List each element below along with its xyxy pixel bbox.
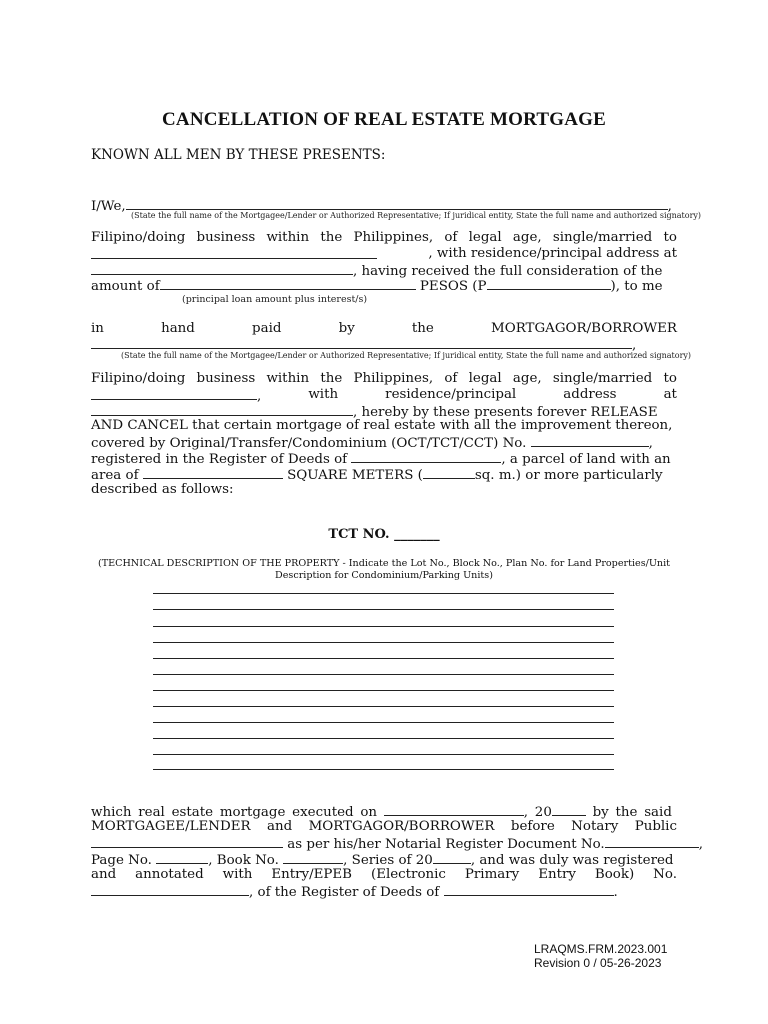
tct-number-heading: TCT NO. _______ bbox=[328, 527, 440, 542]
parcel-text: , a parcel of land with an bbox=[501, 452, 671, 467]
revision-label: Revision 0 / 05-26-2023 bbox=[534, 956, 662, 970]
p3-line-4: AND CANCEL that certain mortgage of real estate with all the improvement thereon, bbox=[91, 418, 673, 433]
pesos-label: PESOS (P bbox=[419, 279, 487, 294]
word: within bbox=[266, 371, 310, 386]
word: No. bbox=[653, 867, 677, 882]
word: business bbox=[196, 230, 256, 245]
word: to bbox=[663, 230, 677, 245]
word: single/married bbox=[552, 230, 653, 245]
p3-line-2: , with residence/principal address at bbox=[91, 387, 677, 405]
iwe-line: I/We, , bbox=[91, 199, 672, 214]
spouse-name-field-2[interactable] bbox=[91, 387, 257, 400]
registered-text: registered in the Register of Deeds of bbox=[91, 452, 348, 467]
known-all-men-heading: KNOWN ALL MEN BY THESE PRESENTS: bbox=[91, 147, 386, 163]
residence-address-field-2[interactable] bbox=[91, 403, 353, 416]
entry-number-field[interactable] bbox=[91, 883, 249, 896]
document-number-field[interactable] bbox=[605, 835, 699, 848]
description-line[interactable] bbox=[153, 674, 614, 675]
word: hand bbox=[161, 321, 195, 336]
word: within bbox=[266, 230, 310, 245]
word: of bbox=[444, 230, 458, 245]
word: annotated bbox=[135, 867, 204, 882]
word: with bbox=[308, 387, 339, 402]
form-code-block bbox=[534, 942, 667, 970]
word: Book) bbox=[594, 867, 635, 882]
form-code: LRAQMS.FRM.2023.001 bbox=[534, 942, 668, 956]
word: age, bbox=[512, 230, 542, 245]
description-line[interactable] bbox=[153, 738, 614, 739]
area-of-label: area of bbox=[91, 468, 139, 483]
notarial-register-text: as per his/her Notarial Register Document No. bbox=[287, 837, 605, 852]
word: the bbox=[320, 371, 343, 386]
register-of-deeds-field[interactable] bbox=[351, 450, 501, 463]
description-line[interactable] bbox=[153, 642, 614, 643]
series-label: , Series of 20 bbox=[343, 853, 433, 868]
execution-date-field[interactable] bbox=[384, 803, 524, 816]
word: Notary bbox=[571, 819, 619, 834]
mortgagee-name-note: (State the full name of the Mortgagee/Lender or Authorized Representative; If juridical entity, State the full name and authorized signatory) bbox=[131, 211, 702, 220]
word: Philippines, bbox=[353, 230, 434, 245]
word: Primary bbox=[464, 867, 520, 882]
duly-registered-text: , and was duly was registered bbox=[470, 853, 674, 868]
description-line[interactable] bbox=[153, 769, 614, 770]
p4-line-3: as per his/her Notarial Register Document No. , bbox=[91, 835, 677, 853]
covered-by-text: covered by Original/Transfer/Condominium (OCT/TCT/CCT) No. bbox=[91, 436, 527, 451]
page-no-label: Page No. bbox=[91, 853, 152, 868]
p3-line-5: covered by Original/Transfer/Condominium (OCT/TCT/CCT) No. , bbox=[91, 436, 653, 451]
p4-line-2 bbox=[91, 819, 677, 835]
executed-on-text: which real estate mortgage executed on bbox=[91, 805, 378, 820]
description-line[interactable] bbox=[153, 626, 614, 627]
notary-public-field[interactable] bbox=[91, 835, 283, 848]
p1-line-1 bbox=[91, 230, 677, 246]
amount-words-field[interactable] bbox=[160, 277, 416, 290]
word: MORTGAGEE/LENDER bbox=[91, 819, 251, 834]
word: legal bbox=[468, 230, 502, 245]
word: Filipino/doing bbox=[91, 230, 186, 245]
word: Entry bbox=[538, 867, 576, 882]
book-no-label: , Book No. bbox=[208, 853, 279, 868]
page-number-field[interactable] bbox=[156, 851, 208, 864]
word: single/married bbox=[552, 371, 653, 386]
word: (Electronic bbox=[370, 867, 446, 882]
word: age, bbox=[512, 371, 542, 386]
iwe-label: I/We, bbox=[91, 199, 126, 214]
title-number-field[interactable] bbox=[531, 434, 649, 447]
mortgagee-name-field[interactable] bbox=[126, 197, 668, 210]
word: Public bbox=[634, 819, 677, 834]
description-line[interactable] bbox=[153, 722, 614, 723]
book-number-field[interactable] bbox=[283, 851, 343, 864]
word: MORTGAGOR/BORROWER bbox=[308, 819, 495, 834]
spouse-name-field[interactable] bbox=[91, 246, 377, 259]
word: in bbox=[91, 321, 104, 336]
word: to bbox=[663, 371, 677, 386]
word: Entry/EPEB bbox=[271, 867, 353, 882]
p4-line-5 bbox=[91, 867, 677, 883]
word: residence/principal bbox=[385, 387, 517, 402]
word: legal bbox=[468, 371, 502, 386]
release-text: , hereby by these presents forever RELEASE bbox=[353, 405, 658, 420]
word: Filipino/doing bbox=[91, 371, 186, 386]
word: and bbox=[91, 867, 117, 882]
mortgagor-name-field[interactable] bbox=[91, 336, 632, 349]
word: with bbox=[222, 867, 253, 882]
p3-line-1 bbox=[91, 371, 677, 387]
word: of bbox=[444, 371, 458, 386]
word: the bbox=[411, 321, 434, 336]
word: at bbox=[663, 387, 677, 402]
mortgagor-name-note: (State the full name of the Mortgagee/Lender or Authorized Representative; If juridical entity, State the full name and authorized signatory) bbox=[121, 351, 692, 360]
word: before bbox=[510, 819, 555, 834]
area-words-field[interactable] bbox=[143, 466, 283, 479]
particularly-text: sq. m.) or more particularly bbox=[474, 468, 663, 483]
word: and bbox=[266, 819, 293, 834]
word: the bbox=[320, 230, 343, 245]
execution-year-field[interactable] bbox=[552, 803, 586, 816]
word: business bbox=[196, 371, 256, 386]
description-line[interactable] bbox=[153, 690, 614, 691]
residence-address-field[interactable] bbox=[91, 262, 353, 275]
to-me-text: ), to me bbox=[610, 279, 663, 294]
residence-text: , with residence/principal address at bbox=[428, 246, 677, 261]
word: Philippines, bbox=[353, 371, 434, 386]
technical-description-note: (TECHNICAL DESCRIPTION OF THE PROPERTY - Indicate the Lot No., Block No., Plan No. for Land Properties/Unit Description for Condominium/Parking Units) bbox=[97, 558, 671, 581]
by-the-said-text: by the said bbox=[592, 805, 672, 820]
register-of-deeds-text: , of the Register of Deeds of bbox=[249, 885, 440, 900]
amount-figures-field[interactable] bbox=[487, 277, 611, 290]
word: MORTGAGOR/BORROWER bbox=[491, 321, 677, 336]
word: address bbox=[563, 387, 617, 402]
year-prefix: , 20 bbox=[523, 805, 552, 820]
description-line[interactable] bbox=[153, 609, 614, 610]
description-line[interactable] bbox=[153, 658, 614, 659]
p1-line-4 bbox=[91, 277, 677, 295]
square-meters-label: SQUARE METERS ( bbox=[287, 468, 423, 483]
series-year-field[interactable] bbox=[433, 851, 471, 864]
document-title: CANCELLATION OF REAL ESTATE MORTGAGE bbox=[162, 109, 606, 130]
description-line[interactable] bbox=[153, 706, 614, 707]
p3-line-8: described as follows: bbox=[91, 482, 234, 497]
word: by bbox=[338, 321, 355, 336]
description-line[interactable] bbox=[153, 593, 614, 594]
amount-of-label: amount of bbox=[91, 279, 160, 294]
p4-line-6 bbox=[91, 883, 677, 901]
p2-line-2: , bbox=[91, 336, 677, 354]
received-consideration-text: , having received the full consideration of the bbox=[353, 264, 663, 279]
p2-line-1 bbox=[91, 321, 677, 337]
principal-loan-note: (principal loan amount plus interest/s) bbox=[182, 294, 368, 305]
description-line[interactable] bbox=[153, 754, 614, 755]
area-sqm-field[interactable] bbox=[423, 466, 475, 479]
word: paid bbox=[252, 321, 282, 336]
register-of-deeds-location-field[interactable] bbox=[444, 883, 614, 896]
period: . bbox=[613, 885, 618, 900]
